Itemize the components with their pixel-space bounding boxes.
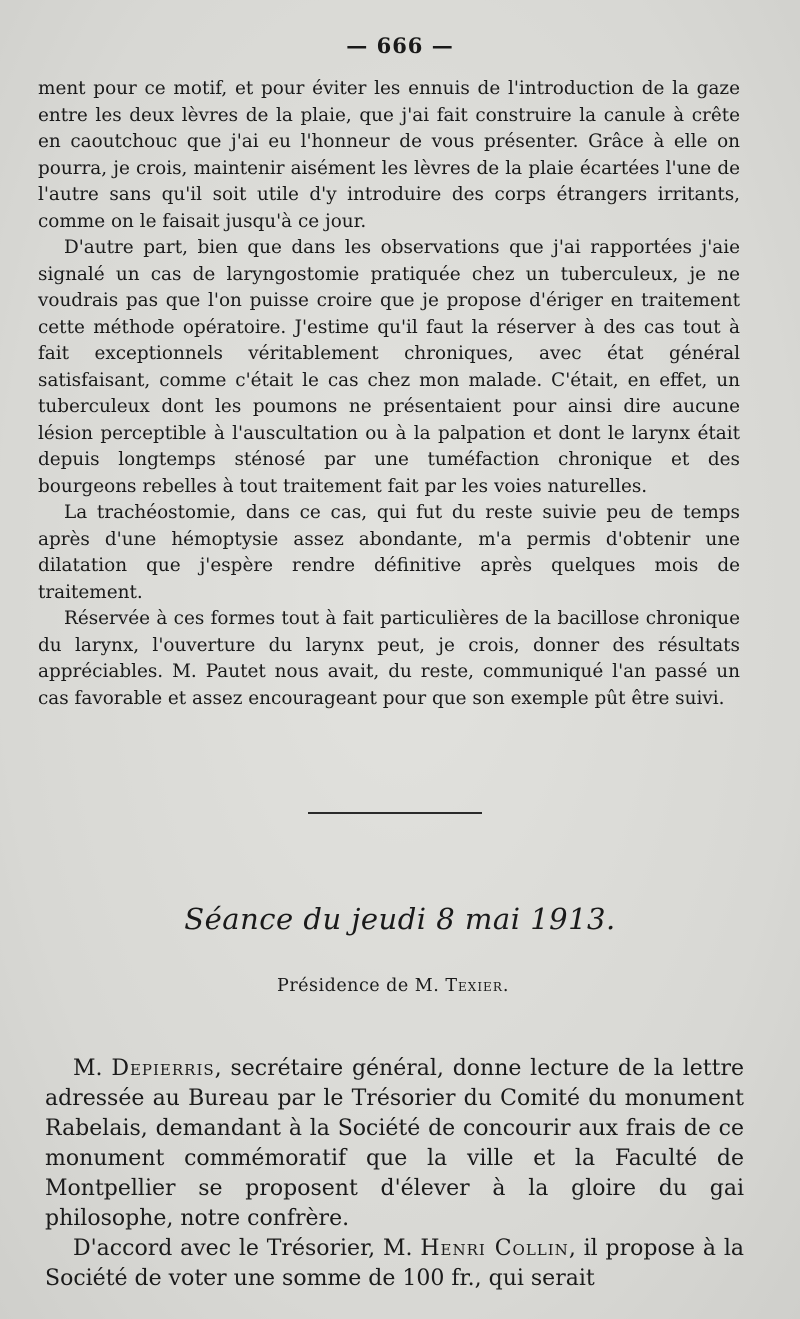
- paragraph-5-text: , secrétaire général, donne lecture de la lettre adressée au Bureau par le Trésorier du Comité du monument Rabelais, demandant à la Société de concourir aux frais de ce monument commémoratif que la ville et la Faculté de Montpellier se proposent d'élever à la gloire du gai philosophe, notre confrère.: [45, 1056, 744, 1231]
- paragraph-6: [45, 1234, 744, 1294]
- text-block-session: [45, 1054, 744, 1294]
- presidence-suffix: .: [502, 976, 509, 996]
- paragraph-2: D'autre part, bien que dans les observations que j'ai rapportées j'aie signalé un cas de laryngostomie pratiquée chez un tuberculeux, je ne voudrais pas que l'on puisse croire que je propose d'ériger en traitement cette méthode opératoire. J'estime qu'il faut la réserver à des cas tout à fait exceptionnels véritablement chroniques, avec état général satisfaisant, comme c'était le cas chez mon malade. C'était, en effet, un tuberculeux dont les poumons ne présentaient pour ainsi dire aucune lésion perceptible à l'auscultation ou à la palpation et dont le larynx était depuis longtemps sténosé par une tuméfaction chronique et des bourgeons rebelles à tout traitement fait par les voies naturelles.: [38, 237, 740, 497]
- secretary-name: Depierris: [111, 1056, 215, 1081]
- presidence-line: [0, 976, 786, 996]
- paragraph-5-prefix: M.: [73, 1056, 112, 1081]
- paragraph-4: Réservée à ces formes tout à fait particulières de la bacillose chronique du larynx, l'ouverture du larynx peut, je crois, donner des résultats appréciables. M. Pautet nous avait, du reste, communiqué l'an passé un cas favorable et assez encourageant pour que son exemple pût être suivi.: [38, 608, 740, 709]
- treasurer-name: Henri Collin: [420, 1236, 569, 1261]
- paragraph-6-text: , il propose à la Société de voter une somme de 100 fr., qui serait: [45, 1236, 744, 1291]
- paragraph-1: ment pour ce motif, et pour éviter les ennuis de l'introduction de la gaze entre les deux lèvres de la plaie, que j'ai fait construire la canule à crête en caoutchouc que j'ai eu l'honneur de vous présenter. Grâce à elle on pourra, je crois, maintenir aisément les lèvres de la plaie écartées l'une de l'autre sans qu'il soit utile d'y introduire des corps étrangers irritants, comme on le faisait jusqu'à ce jour.: [38, 78, 740, 232]
- section-divider: [308, 812, 482, 814]
- paragraph-5: [45, 1054, 744, 1234]
- paragraph-6-prefix: D'accord avec le Trésorier, M.: [73, 1236, 421, 1261]
- presidence-prefix: Présidence de M.: [277, 976, 446, 996]
- paragraph-3: La trachéostomie, dans ce cas, qui fut du reste suivie peu de temps après d'une hémoptysie assez abondante, m'a permis d'obtenir une dilatation que j'espère rendre définitive après quelques mois de traitement.: [38, 502, 740, 603]
- session-title: Séance du jeudi 8 mai 1913.: [184, 902, 616, 936]
- president-name: Texier: [445, 976, 503, 996]
- text-block-continuation: [38, 76, 740, 712]
- page-number: — 666 —: [346, 33, 454, 58]
